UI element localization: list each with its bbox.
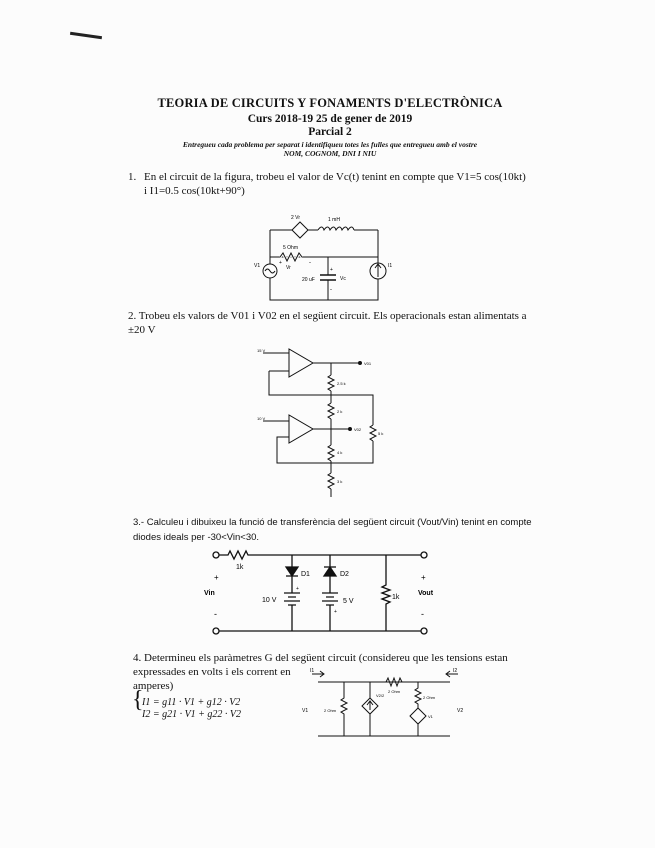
fig2-r5-label: 3 k (337, 479, 343, 484)
fig1-i1-label: I1 (388, 263, 393, 269)
fig4-i2-label: I2 (453, 668, 458, 674)
fig1-minus-vc: - (330, 287, 332, 293)
g-parameter-equations (132, 687, 242, 721)
dependent-voltage-source-icon (410, 708, 426, 724)
resistor-load-icon (382, 555, 390, 631)
fig2-in2-label: 10 V (257, 416, 266, 421)
circuit-figure-2 (255, 345, 395, 500)
problem-1-number: 1. (128, 171, 137, 183)
circuit-figure-1 (250, 205, 400, 310)
resistor-4k-icon (328, 445, 334, 461)
fig2-out2-label: V02 (354, 427, 362, 432)
problem-3-text: 3.- Calculeu i dibuixeu la funció de transferència del següent circuit (Vout/Vin) tenint en compte diodes ideals per -30<Vin<30. (133, 517, 532, 543)
course-date: Curs 2018-19 25 de gener de 2019 (247, 113, 413, 125)
circuit-figure-4 (300, 668, 470, 743)
problem-4-cont: expressades en volts i els corrent en amperes) (133, 666, 291, 692)
resistor-2k-icon (328, 403, 334, 419)
fig3-batt2-plus: + (334, 609, 337, 615)
fig4-r-top-label: 2 Ohm (388, 689, 401, 694)
fig1-capacitor-label: 20 uF (302, 277, 315, 283)
fig4-r-left-label: 2 Ohm (324, 708, 337, 713)
fig1-minus-vr: - (309, 260, 311, 266)
fig3-vout-plus: + (421, 573, 426, 582)
fig3-vin-plus: + (214, 573, 219, 582)
op-amp-2-icon (289, 415, 313, 443)
fig4-dep-ctrl-label: V2/2 (376, 693, 385, 698)
brace-glyph: { (132, 687, 144, 713)
dependent-voltage-source-icon (292, 222, 308, 238)
fig1-v1-label: V1 (254, 263, 261, 269)
fig3-rload-label: 1k (392, 594, 400, 601)
note-line-2: NOM, COGNOM, DNI I NIU (283, 149, 377, 158)
fig3-vin-minus: - (214, 609, 217, 619)
output-terminal-bottom-icon (421, 628, 427, 634)
fig4-dep-v1-label: V1 (428, 714, 433, 719)
fig3-vout-label: Vout (418, 590, 434, 597)
fig2-r1-label: 2.5 k (337, 381, 346, 386)
fig1-vr-label: Vr (286, 265, 291, 271)
fig1-resistor-label: 5 Ohm (283, 245, 299, 251)
fig2-r3-label: 5 k (378, 431, 384, 436)
exam-title: TEORIA DE CIRCUITS Y FONAMENTS D'ELECTRÒNICA (157, 96, 503, 110)
input-terminal-bottom-icon (213, 628, 219, 634)
problem-1-line-2: i I1=0.5 cos(10kt+90°) (144, 185, 245, 197)
problem-2-text: 2. Trobeu els valors de V01 i V02 en el següent circuit. Els operacionals estan alimentats a ±20 V (128, 310, 527, 336)
fig1-inductor-label: 1 mH (328, 217, 340, 223)
resistor-2.5k-icon (328, 375, 334, 391)
fig4-i1-label: I1 (310, 668, 315, 674)
problem-1-text (128, 170, 538, 198)
op-amp-1-icon (289, 349, 313, 377)
problem-4-lead: 4. Determineu els paràmetres G del següent circuit (considereu que les tensions estan (133, 652, 508, 664)
instructions-note (120, 140, 540, 158)
note-line-1: Entregueu cada problema per separat i identifiqueu totes les fulles que entregueu amb el vostre (182, 140, 478, 149)
resistor-left-icon (341, 682, 347, 736)
fig3-vin-label: Vin (204, 590, 215, 597)
fig3-d2-label: D2 (340, 571, 349, 578)
fig4-v2-label: V2 (457, 708, 464, 714)
resistor-right-icon (415, 682, 421, 708)
fig2-r2-label: 2 k (337, 409, 343, 414)
scan-mark (70, 32, 102, 39)
diode-d2-icon (324, 567, 336, 576)
battery-5v-icon (322, 593, 338, 605)
partial-label: Parcial 2 (308, 126, 352, 138)
resistor-3k-icon (328, 473, 334, 489)
diode-d1-icon (286, 567, 298, 576)
fig4-r-right-label: 2 Ohm (423, 695, 436, 700)
fig3-vbatt1-label: 10 V (262, 597, 277, 604)
equation-2: I2 = g21 · V1 + g22 · V2 (142, 709, 242, 720)
input-terminal-top-icon (213, 552, 219, 558)
problem-1-line-1: En el circuit de la figura, trobeu el valor de Vc(t) tenint en compte que V1=5 cos(10kt) (144, 171, 526, 183)
fig2-out1-label: V01 (364, 361, 372, 366)
fig3-vbatt2-label: 5 V (343, 598, 354, 605)
fig1-plus-vc: + (330, 267, 333, 273)
inductor-icon (318, 227, 354, 230)
resistor-series-icon (219, 551, 421, 559)
fig3-r-series-label: 1k (236, 564, 244, 571)
fig3-vout-minus: - (421, 609, 424, 619)
circuit-figure-3 (200, 547, 440, 637)
output-terminal-top-icon (421, 552, 427, 558)
battery-10v-icon (284, 593, 300, 605)
fig2-in1-label: 15 V (257, 348, 266, 353)
fig3-d1-label: D1 (301, 571, 310, 578)
fig3-batt1-plus: + (296, 586, 299, 592)
fig1-dep-source-label: 2 Vr (291, 215, 300, 221)
fig2-r4-label: 4 k (337, 450, 343, 455)
fig1-vc-label: Vc (340, 276, 346, 282)
exam-header (120, 96, 540, 158)
fig1-plus-vr: + (279, 260, 282, 266)
resistor-5k-icon (370, 425, 376, 441)
fig4-v1-label: V1 (302, 708, 309, 714)
equation-1: I1 = g11 · V1 + g12 · V2 (142, 697, 241, 708)
